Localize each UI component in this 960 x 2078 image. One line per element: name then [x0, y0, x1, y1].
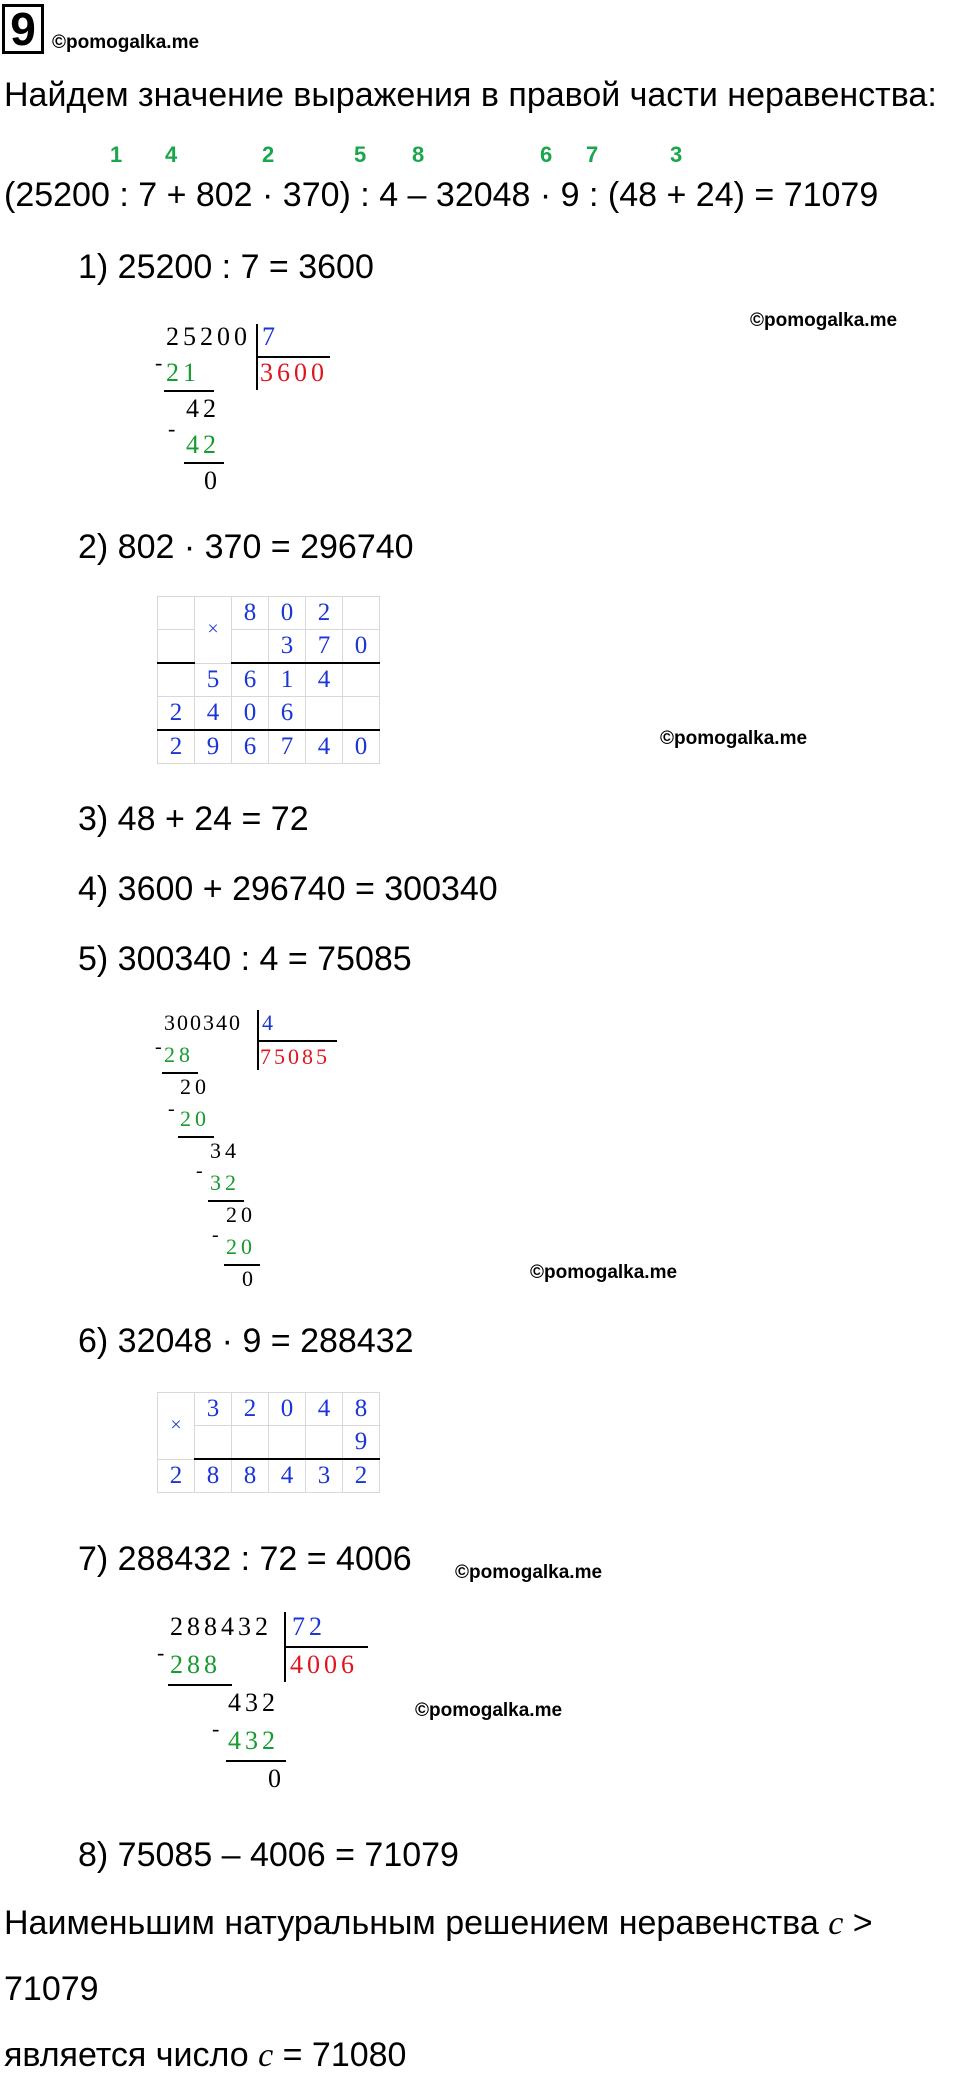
- watermark: ©pomogalka.me: [660, 728, 808, 749]
- conclusion-line-1: Наименьшим натуральным решением неравенства c >: [4, 1904, 873, 1942]
- step-1: 1) 25200 : 7 = 3600: [78, 248, 374, 286]
- order-mark: 6: [540, 142, 553, 167]
- step-8: 8) 75085 – 4006 = 71079: [78, 1836, 459, 1874]
- watermark: ©pomogalka.me: [415, 1700, 563, 1721]
- step-6: 6) 32048 · 9 = 288432: [78, 1322, 414, 1360]
- step-3: 3) 48 + 24 = 72: [78, 800, 309, 838]
- step-4: 4) 3600 + 296740 = 300340: [78, 870, 498, 908]
- watermark: ©pomogalka.me: [530, 1262, 678, 1283]
- order-mark: 3: [670, 142, 683, 167]
- order-mark: 4: [165, 142, 178, 167]
- order-mark: 8: [412, 142, 425, 167]
- conclusion-line-3: является число c = 71080: [4, 2036, 407, 2074]
- watermark: ©pomogalka.me: [750, 310, 898, 331]
- task-number: 9: [2, 4, 44, 54]
- expression: (25200 : 7 + 802 · 370) : 4 – 32048 · 9 : (48 + 24) = 71079: [4, 176, 879, 214]
- multiplication-table-2: × 3 2 0 4 8 9 2 8 8 4 3 2: [157, 1392, 380, 1493]
- order-mark: 7: [586, 142, 599, 167]
- watermark: ©pomogalka.me: [455, 1562, 603, 1583]
- multiplication-table-1: × 8 0 2 3 7 0 5 6 1 4 2 4 0 6 2 9 6 7 4 0: [157, 596, 380, 764]
- order-mark: 5: [354, 142, 367, 167]
- conclusion-line-2: 71079: [4, 1970, 99, 2008]
- order-mark: 1: [110, 142, 123, 167]
- step-5: 5) 300340 : 4 = 75085: [78, 940, 412, 978]
- step-7: 7) 288432 : 72 = 4006: [78, 1540, 412, 1578]
- order-mark: 2: [262, 142, 275, 167]
- intro-text: Найдем значение выражения в правой части неравенства:: [4, 76, 937, 114]
- step-2: 2) 802 · 370 = 296740: [78, 528, 414, 566]
- watermark: ©pomogalka.me: [52, 32, 200, 53]
